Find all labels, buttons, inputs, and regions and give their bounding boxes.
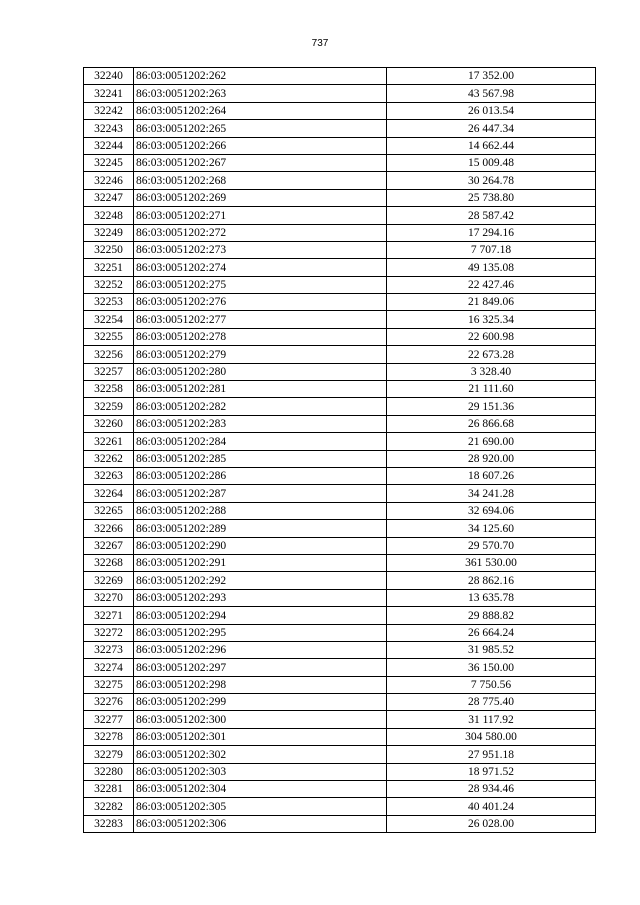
row-number-cell: 32277 — [84, 711, 134, 728]
cadastral-number-cell: 86:03:0051202:285 — [134, 450, 387, 467]
cadastral-value-cell: 17 294.16 — [387, 224, 596, 241]
row-number-cell: 32268 — [84, 554, 134, 571]
table-row — [84, 554, 596, 571]
row-number-cell: 32263 — [84, 467, 134, 484]
table-row — [84, 241, 596, 258]
table-row — [84, 294, 596, 311]
table-row — [84, 189, 596, 206]
row-number-cell: 32246 — [84, 172, 134, 189]
table-row — [84, 172, 596, 189]
table-row — [84, 659, 596, 676]
row-number-cell: 32261 — [84, 433, 134, 450]
cadastral-value-cell: 27 951.18 — [387, 746, 596, 763]
table-row — [84, 728, 596, 745]
cadastral-value-cell: 31 985.52 — [387, 641, 596, 658]
table-row — [84, 694, 596, 711]
row-number-cell: 32241 — [84, 85, 134, 102]
table-row — [84, 328, 596, 345]
row-number-cell: 32253 — [84, 294, 134, 311]
cadastral-number-cell: 86:03:0051202:304 — [134, 781, 387, 798]
cadastral-value-cell: 21 690.00 — [387, 433, 596, 450]
cadastral-value-cell: 34 125.60 — [387, 520, 596, 537]
cadastral-number-cell: 86:03:0051202:303 — [134, 763, 387, 780]
table-row — [84, 467, 596, 484]
cadastral-number-cell: 86:03:0051202:278 — [134, 328, 387, 345]
cadastral-number-cell: 86:03:0051202:298 — [134, 676, 387, 693]
cadastral-value-cell: 22 600.98 — [387, 328, 596, 345]
page-number: 737 — [311, 38, 329, 49]
cadastral-value-cell: 15 009.48 — [387, 154, 596, 171]
cadastral-value-cell: 26 866.68 — [387, 415, 596, 432]
table-row — [84, 502, 596, 519]
row-number-cell: 32257 — [84, 363, 134, 380]
cadastral-value-cell: 40 401.24 — [387, 798, 596, 815]
cadastral-value-cell: 30 264.78 — [387, 172, 596, 189]
cadastral-number-cell: 86:03:0051202:292 — [134, 572, 387, 589]
cadastral-number-cell: 86:03:0051202:289 — [134, 520, 387, 537]
cadastral-value-cell: 18 607.26 — [387, 467, 596, 484]
cadastral-number-cell: 86:03:0051202:290 — [134, 537, 387, 554]
table-row — [84, 346, 596, 363]
row-number-cell: 32266 — [84, 520, 134, 537]
row-number-cell: 32267 — [84, 537, 134, 554]
cadastral-number-cell: 86:03:0051202:301 — [134, 728, 387, 745]
cadastral-value-cell: 13 635.78 — [387, 589, 596, 606]
row-number-cell: 32244 — [84, 137, 134, 154]
row-number-cell: 32242 — [84, 102, 134, 119]
cadastral-number-cell: 86:03:0051202:263 — [134, 85, 387, 102]
cadastral-number-cell: 86:03:0051202:294 — [134, 607, 387, 624]
row-number-cell: 32265 — [84, 502, 134, 519]
table-row — [84, 311, 596, 328]
row-number-cell: 32247 — [84, 189, 134, 206]
table-row — [84, 154, 596, 171]
table-row — [84, 276, 596, 293]
cadastral-number-cell: 86:03:0051202:282 — [134, 398, 387, 415]
table-row — [84, 798, 596, 815]
table-row — [84, 207, 596, 224]
table-row — [84, 607, 596, 624]
table-row — [84, 137, 596, 154]
cadastral-value-cell: 22 427.46 — [387, 276, 596, 293]
cadastral-number-cell: 86:03:0051202:279 — [134, 346, 387, 363]
table-row — [84, 433, 596, 450]
cadastral-number-cell: 86:03:0051202:283 — [134, 415, 387, 432]
row-number-cell: 32273 — [84, 641, 134, 658]
table-row — [84, 259, 596, 276]
row-number-cell: 32248 — [84, 207, 134, 224]
cadastral-value-cell: 34 241.28 — [387, 485, 596, 502]
row-number-cell: 32250 — [84, 241, 134, 258]
cadastral-value-cell: 28 587.42 — [387, 207, 596, 224]
row-number-cell: 32275 — [84, 676, 134, 693]
row-number-cell: 32283 — [84, 815, 134, 832]
row-number-cell: 32270 — [84, 589, 134, 606]
cadastral-number-cell: 86:03:0051202:271 — [134, 207, 387, 224]
table-row — [84, 624, 596, 641]
table-row — [84, 589, 596, 606]
table-row — [84, 224, 596, 241]
table-row — [84, 363, 596, 380]
cadastral-value-cell: 16 325.34 — [387, 311, 596, 328]
cadastral-value-cell: 32 694.06 — [387, 502, 596, 519]
row-number-cell: 32274 — [84, 659, 134, 676]
row-number-cell: 32264 — [84, 485, 134, 502]
cadastral-number-cell: 86:03:0051202:268 — [134, 172, 387, 189]
cadastral-value-cell: 26 013.54 — [387, 102, 596, 119]
cadastral-number-cell: 86:03:0051202:262 — [134, 68, 387, 85]
row-number-cell: 32245 — [84, 154, 134, 171]
row-number-cell: 32243 — [84, 120, 134, 137]
table-row — [84, 781, 596, 798]
cadastral-number-cell: 86:03:0051202:275 — [134, 276, 387, 293]
cadastral-value-cell: 17 352.00 — [387, 68, 596, 85]
cadastral-value-cell: 28 934.46 — [387, 781, 596, 798]
cadastral-value-cell: 28 775.40 — [387, 694, 596, 711]
cadastral-value-cell: 3 328.40 — [387, 363, 596, 380]
cadastral-number-cell: 86:03:0051202:266 — [134, 137, 387, 154]
table-row — [84, 537, 596, 554]
cadastral-number-cell: 86:03:0051202:296 — [134, 641, 387, 658]
table-row — [84, 763, 596, 780]
table-row — [84, 746, 596, 763]
cadastral-number-cell: 86:03:0051202:293 — [134, 589, 387, 606]
cadastral-number-cell: 86:03:0051202:288 — [134, 502, 387, 519]
cadastral-value-cell: 22 673.28 — [387, 346, 596, 363]
cadastral-value-cell: 26 028.00 — [387, 815, 596, 832]
cadastral-number-cell: 86:03:0051202:287 — [134, 485, 387, 502]
cadastral-number-cell: 86:03:0051202:277 — [134, 311, 387, 328]
table-row — [84, 415, 596, 432]
cadastral-number-cell: 86:03:0051202:291 — [134, 554, 387, 571]
row-number-cell: 32271 — [84, 607, 134, 624]
cadastral-number-cell: 86:03:0051202:299 — [134, 694, 387, 711]
cadastral-value-cell: 43 567.98 — [387, 85, 596, 102]
cadastral-number-cell: 86:03:0051202:302 — [134, 746, 387, 763]
cadastral-number-cell: 86:03:0051202:295 — [134, 624, 387, 641]
cadastral-value-cell: 26 664.24 — [387, 624, 596, 641]
row-number-cell: 32256 — [84, 346, 134, 363]
cadastral-number-cell: 86:03:0051202:286 — [134, 467, 387, 484]
cadastral-value-cell: 29 570.70 — [387, 537, 596, 554]
table-row — [84, 815, 596, 832]
cadastral-value-cell: 25 738.80 — [387, 189, 596, 206]
row-number-cell: 32249 — [84, 224, 134, 241]
cadastral-value-cell: 304 580.00 — [387, 728, 596, 745]
cadastral-value-cell: 31 117.92 — [387, 711, 596, 728]
row-number-cell: 32282 — [84, 798, 134, 815]
cadastral-value-cell: 26 447.34 — [387, 120, 596, 137]
cadastral-number-cell: 86:03:0051202:269 — [134, 189, 387, 206]
table-row — [84, 85, 596, 102]
table-row — [84, 641, 596, 658]
cadastral-number-cell: 86:03:0051202:281 — [134, 381, 387, 398]
cadastral-value-cell: 36 150.00 — [387, 659, 596, 676]
table-row — [84, 120, 596, 137]
cadastral-number-cell: 86:03:0051202:306 — [134, 815, 387, 832]
cadastral-number-cell: 86:03:0051202:276 — [134, 294, 387, 311]
cadastral-value-cell: 7 707.18 — [387, 241, 596, 258]
row-number-cell: 32276 — [84, 694, 134, 711]
row-number-cell: 32281 — [84, 781, 134, 798]
table-row — [84, 381, 596, 398]
table-row — [84, 485, 596, 502]
cadastral-value-cell: 18 971.52 — [387, 763, 596, 780]
table-row — [84, 711, 596, 728]
row-number-cell: 32259 — [84, 398, 134, 415]
cadastral-number-cell: 86:03:0051202:297 — [134, 659, 387, 676]
cadastral-value-cell: 361 530.00 — [387, 554, 596, 571]
cadastral-number-cell: 86:03:0051202:274 — [134, 259, 387, 276]
row-number-cell: 32278 — [84, 728, 134, 745]
cadastral-value-cell: 14 662.44 — [387, 137, 596, 154]
cadastral-number-cell: 86:03:0051202:305 — [134, 798, 387, 815]
row-number-cell: 32255 — [84, 328, 134, 345]
table-row — [84, 450, 596, 467]
cadastral-value-cell: 29 888.82 — [387, 607, 596, 624]
cadastral-number-cell: 86:03:0051202:264 — [134, 102, 387, 119]
cadastral-number-cell: 86:03:0051202:284 — [134, 433, 387, 450]
row-number-cell: 32262 — [84, 450, 134, 467]
row-number-cell: 32258 — [84, 381, 134, 398]
table-row — [84, 398, 596, 415]
cadastral-value-cell: 7 750.56 — [387, 676, 596, 693]
row-number-cell: 32269 — [84, 572, 134, 589]
cadastral-value-cell: 49 135.08 — [387, 259, 596, 276]
cadastral-number-cell: 86:03:0051202:267 — [134, 154, 387, 171]
row-number-cell: 32251 — [84, 259, 134, 276]
table-row — [84, 68, 596, 85]
cadastral-number-cell: 86:03:0051202:272 — [134, 224, 387, 241]
table-row — [84, 676, 596, 693]
row-number-cell: 32279 — [84, 746, 134, 763]
table-row — [84, 520, 596, 537]
row-number-cell: 32260 — [84, 415, 134, 432]
cadastral-value-cell: 29 151.36 — [387, 398, 596, 415]
cadastral-number-cell: 86:03:0051202:273 — [134, 241, 387, 258]
cadastral-value-table — [83, 67, 596, 833]
table-body — [84, 68, 596, 833]
row-number-cell: 32280 — [84, 763, 134, 780]
cadastral-number-cell: 86:03:0051202:265 — [134, 120, 387, 137]
table-row — [84, 572, 596, 589]
cadastral-value-cell: 21 111.60 — [387, 381, 596, 398]
cadastral-value-cell: 28 862.16 — [387, 572, 596, 589]
cadastral-value-cell: 28 920.00 — [387, 450, 596, 467]
row-number-cell: 32240 — [84, 68, 134, 85]
cadastral-value-cell: 21 849.06 — [387, 294, 596, 311]
row-number-cell: 32252 — [84, 276, 134, 293]
table-row — [84, 102, 596, 119]
cadastral-number-cell: 86:03:0051202:300 — [134, 711, 387, 728]
cadastral-number-cell: 86:03:0051202:280 — [134, 363, 387, 380]
row-number-cell: 32254 — [84, 311, 134, 328]
row-number-cell: 32272 — [84, 624, 134, 641]
